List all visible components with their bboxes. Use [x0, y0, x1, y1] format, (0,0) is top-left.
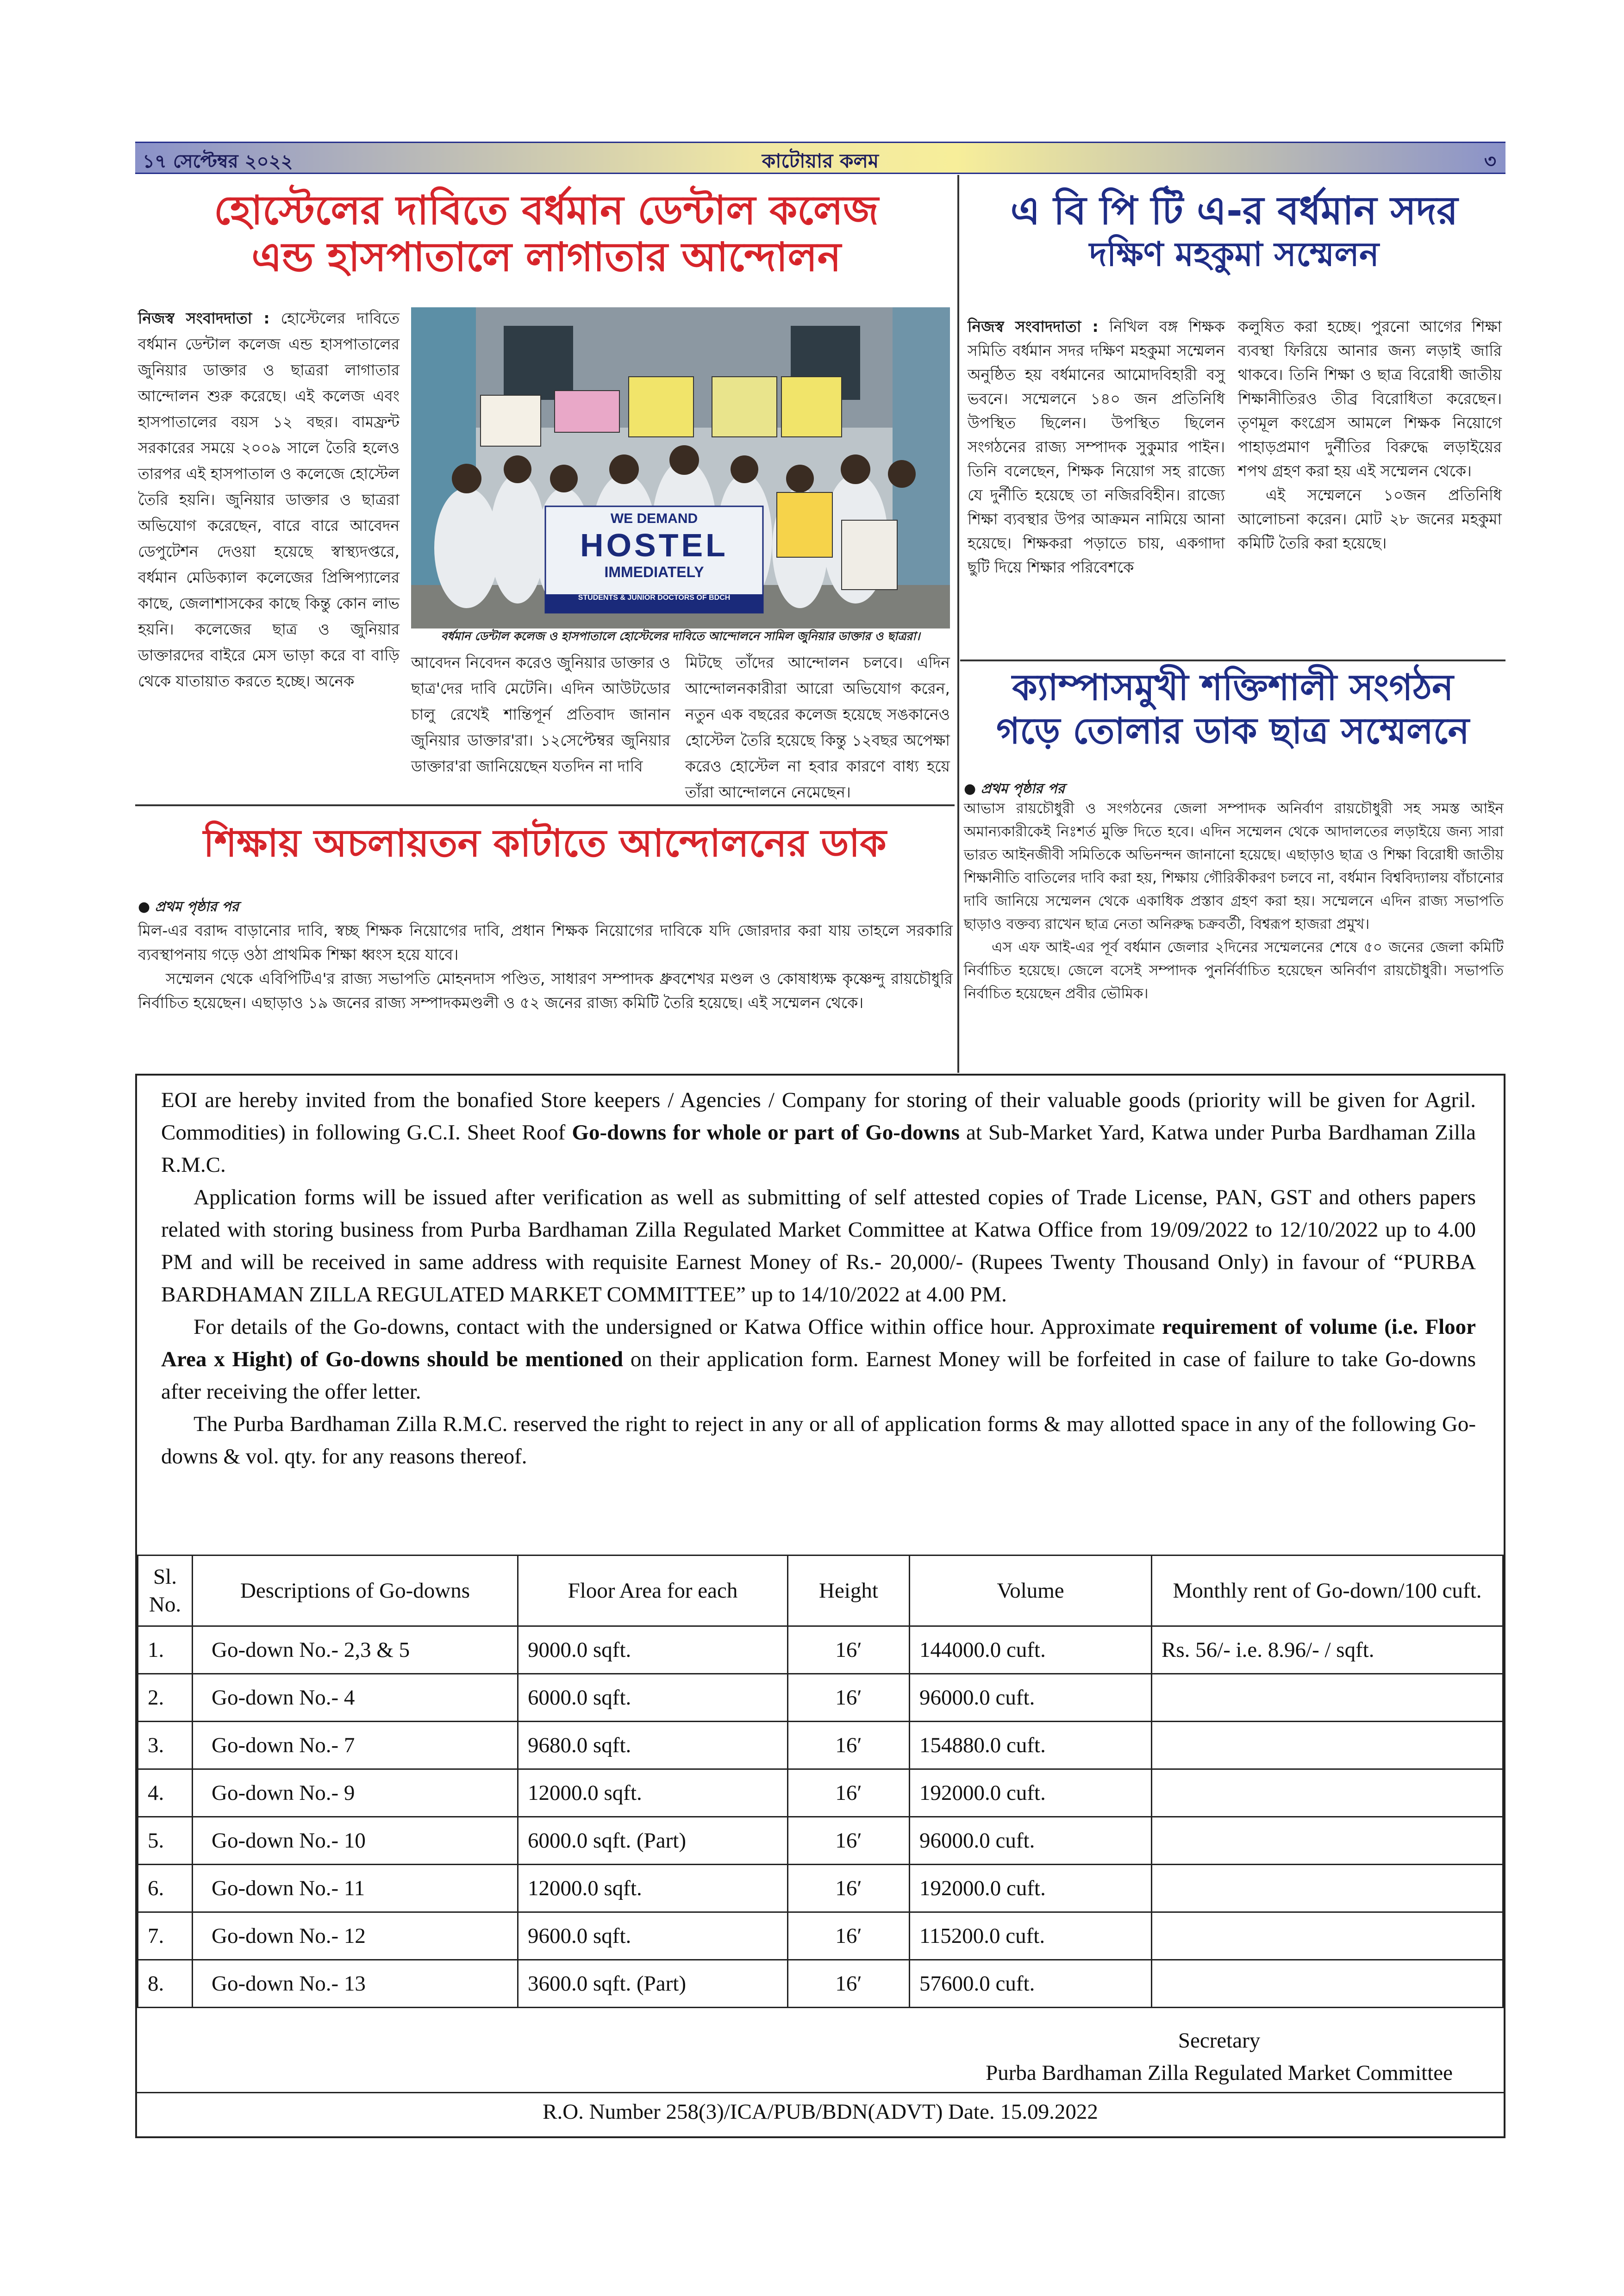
- table-header-row: [138, 1556, 1503, 1626]
- campus-headline-line2: গড়ে তোলার ডাক ছাত্র সম্মেলনে: [996, 710, 1469, 752]
- cell-height: 16′: [788, 1626, 910, 1674]
- hostel-col2-text: আবেদন নিবেদন করেও জুনিয়ার ডাক্তার ও ছাত্র'দের দাবি মেটেনি। এদিন আউটডোর চালু রেখেই শান্তিপূর্ন প্রতিবাদ জানান জুনিয়ার ডাক্তার'রা। ১২সেপ্টেম্বর জুনিয়ার ডাক্তার'রা জানিয়েছেন যতদিন না দাবি: [411, 653, 670, 775]
- advert-para-1: [161, 1084, 1476, 1181]
- cell-height: 16′: [788, 1674, 910, 1722]
- divider-line: [137, 2092, 1504, 2093]
- abpta-byline: নিজস্ব সংবাদদাতা :: [968, 317, 1099, 336]
- cell-sl-no: 4.: [138, 1769, 193, 1817]
- campus-body: [964, 797, 1504, 1005]
- header-volume: Volume: [910, 1556, 1152, 1626]
- banner-text: [545, 511, 763, 602]
- cell-sl-no: 1.: [138, 1626, 193, 1674]
- table-row: [138, 1722, 1503, 1769]
- advert-p3-a: For details of the Go-downs, contact with the undersigned or Katwa Office within office hour. Approximate: [194, 1315, 1162, 1339]
- cell-volume: 192000.0 cuft.: [910, 1865, 1152, 1912]
- hostel-column-3: [685, 650, 950, 805]
- cell-description: Go-down No.- 12: [193, 1912, 518, 1960]
- advert-p1-b: at Sub-Market Yard, Katwa under Purba Bardhaman Zilla R.M.C.: [161, 1120, 1476, 1177]
- campus-continued: ● প্রথম পৃষ্ঠার পর: [964, 781, 1065, 797]
- cell-monthly-rent: Rs. 56/- i.e. 8.96/- / sqft.: [1152, 1626, 1503, 1674]
- cell-description: Go-down No.- 10: [193, 1817, 518, 1865]
- header-sl-no: Sl. No.: [138, 1556, 193, 1626]
- photo-caption: বর্ধমান ডেন্টাল কলেজ ও হাসপাতালে হোস্টেলের দাবিতে আন্দোলনে সামিল জুনিয়ার ডাক্তার ও ছাত্ররা।: [411, 628, 950, 644]
- shiksha-para-1: মিল-এর বরাদ্দ বাড়ানোর দাবি, স্বচ্ছ শিক্ষক নিয়োগের দাবি, প্রধান শিক্ষক নিয়োগের দাবিকে যদি জোরদার করা যায় তাহলে সরকারি ব্যবস্থাপনায় গড়ে ওঠা প্রাথমিক শিক্ষা ধ্বংস হয়ে যাবে।: [138, 921, 953, 964]
- table-row: [138, 1674, 1503, 1722]
- campus-para-1: আভাস রায়চৌধুরী ও সংগঠনের জেলা সম্পাদক অনির্বাণ রায়চৌধুরী সহ সমস্ত আইন অমান্যকারীকেই নিঃশর্ত মুক্তি দিতে হবে। এদিন সম্মেলন থেকে আদালতের লড়াইয়ে জন্য সারা ভারত আইনজীবী সমিতিকে অভিনন্দন জানানো হয়েছে। এছাড়াও ছাত্র ও শিক্ষা বিরোধী জাতীয় শিক্ষানীতি বাতিলের দাবি করা হয়, শিক্ষায় গৌরিকীকরণ চলবে না, বর্ধমান বিশ্ববিদ্যালয় বাঁচানোর দাবি জানিয়ে সম্মেলন থেকে একাধিক প্রস্তাব গ্রহণ করা হয়। সম্মেলনে এদিন রাজ্য সভাপতি ছাড়াও বক্তব্য রাখেন ছাত্র নেতা অনিরুদ্ধ চক্রবর্তী, বিশ্বরূপ হাজরা প্রমুখ।: [964, 800, 1504, 933]
- advert-text: [161, 1084, 1476, 1473]
- cell-description: Go-down No.- 9: [193, 1769, 518, 1817]
- cell-sl-no: 7.: [138, 1912, 193, 1960]
- table-row: [138, 1865, 1503, 1912]
- header-height: Height: [788, 1556, 910, 1626]
- hostel-headline: [139, 187, 954, 281]
- cell-height: 16′: [788, 1912, 910, 1960]
- campus-headline-line1: ক্যাম্পাসমুখী শক্তিশালী সংগঠন: [1012, 667, 1454, 709]
- newspaper-name: কাটোয়ার কলম: [762, 149, 879, 172]
- column-divider: [957, 175, 959, 1073]
- header-monthly-rent: Monthly rent of Go-down/100 cuft.: [1152, 1556, 1503, 1626]
- cell-floor-area: 12000.0 sqft.: [518, 1865, 788, 1912]
- advert-para-3: [161, 1311, 1476, 1408]
- cell-floor-area: 9000.0 sqft.: [518, 1626, 788, 1674]
- table-row: [138, 1817, 1503, 1865]
- cell-height: 16′: [788, 1817, 910, 1865]
- abpta-headline: [963, 187, 1505, 274]
- eoi-advertisement: [135, 1074, 1505, 2138]
- cell-volume: 154880.0 cuft.: [910, 1722, 1152, 1769]
- cell-height: 16′: [788, 1769, 910, 1817]
- page-number: ৩: [1484, 151, 1496, 172]
- divider-line: [960, 660, 1505, 661]
- cell-monthly-rent: [1152, 1817, 1503, 1865]
- abpta-column-1: [968, 315, 1225, 579]
- hostel-column-2: [411, 650, 670, 779]
- advert-p1-bold: Go-downs for whole or part of Go-downs: [572, 1120, 960, 1145]
- cell-description: Go-down No.- 2,3 & 5: [193, 1626, 518, 1674]
- cell-volume: 144000.0 cuft.: [910, 1626, 1152, 1674]
- campus-headline: [960, 666, 1505, 753]
- cell-volume: 115200.0 cuft.: [910, 1912, 1152, 1960]
- shiksha-para-2: সম্মেলন থেকে এবিপিটিএ'র রাজ্য সভাপতি মোহনদাস পণ্ডিত, সাধারণ সম্পাদক ধ্রুবশেখর মণ্ডল ও কোষাধ্যক্ষ কৃষ্ণেন্দু রায়চৌধুরি নির্বাচিত হয়েছেন। এছাড়াও ১৯ জনের রাজ্য সম্পাদকমণ্ডলী ও ৫২ জনের রাজ্য কমিটি তৈরি হয়েছে। এই সম্মেলন থেকে।: [138, 970, 953, 1012]
- cell-sl-no: 8.: [138, 1960, 193, 2008]
- cell-sl-no: 5.: [138, 1817, 193, 1865]
- abpta-col2b-text: এই সম্মেলনে ১০জন প্রতিনিধি আলোচনা করেন। মোট ২৮ জনের মহকুমা কমিটি তৈরি করা হয়েছে।: [1238, 486, 1502, 552]
- banner-line-3: IMMEDIATELY: [604, 564, 704, 580]
- cell-floor-area: 6000.0 sqft.: [518, 1674, 788, 1722]
- cell-description: Go-down No.- 13: [193, 1960, 518, 2008]
- protest-photo: [411, 307, 950, 644]
- hostel-col3-text: মিটছে তাঁদের আন্দোলন চলবে। এদিন আন্দোলনকারীরা আরো অভিযোগ করেন, নতুন এক বছরের কলেজ হয়েছে সঙকানেও হোস্টেল তৈরি হয়েছে কিন্তু ১২বছর অপেক্ষা করেও হোস্টেল না হবার কারণে বাধ্য হয়ে তাঁরা আন্দোলনে নেমেছেন।: [685, 653, 950, 801]
- advert-p3-b: on their application form. Earnest Money will be forfeited in case of failure to take Go-downs after receiving the offer letter.: [161, 1347, 1476, 1404]
- cell-volume: 57600.0 cuft.: [910, 1960, 1152, 2008]
- header-description: Descriptions of Go-downs: [193, 1556, 518, 1626]
- cell-monthly-rent: [1152, 1722, 1503, 1769]
- cell-floor-area: 12000.0 sqft.: [518, 1769, 788, 1817]
- cell-monthly-rent: [1152, 1912, 1503, 1960]
- campus-para-2: এস এফ আই-এর পূর্ব বর্ধমান জেলার ২দিনের সম্মেলনের শেষে ৫০ জনের জেলা কমিটি নির্বাচিত হয়েছে। জেলে বসেই সম্পাদক পুনর্নির্বাচিত হয়েছেন অনির্বাণ রায়চৌধুরী। সভাপতি নির্বাচিত হয়েছেন প্রবীর ভৌমিক।: [964, 939, 1504, 1002]
- hostel-headline-line2: এন্ড হাসপাতালে লাগাতার আন্দোলন: [251, 234, 841, 281]
- cell-description: Go-down No.- 7: [193, 1722, 518, 1769]
- hostel-byline: নিজস্ব সংবাদদাতা :: [138, 309, 270, 327]
- cell-height: 16′: [788, 1960, 910, 2008]
- signatory-organisation: Purba Bardhaman Zilla Regulated Market Committee: [986, 2061, 1453, 2085]
- banner-line-2: HOSTEL: [580, 527, 728, 563]
- shiksha-headline: শিক্ষায় অচলায়তন কাটাতে আন্দোলনের ডাক: [203, 821, 887, 865]
- cell-floor-area: 9600.0 sqft.: [518, 1912, 788, 1960]
- godown-table: [137, 1555, 1504, 2008]
- cell-floor-area: 9680.0 sqft.: [518, 1722, 788, 1769]
- page-header-band: [135, 142, 1505, 174]
- hostel-col1-text: হোস্টেলের দাবিতে বর্ধমান ডেন্টাল কলেজ এন্ড হাসপাতালের জুনিয়ার ডাক্তার ও ছাত্ররা লাগাতার আন্দোলন শুরু করেছে। এই কলেজ এবং হাসপাতালের বয়স ১২ বছর। বামফ্রন্ট সরকারের সময়ে ২০০৯ সালে তৈরি হলেও তারপর এই হাসপাতাল ও কলেজে হোস্টেল তৈরি হয়নি। জুনিয়ার ডাক্তার ও ছাত্ররা অভিযোগ করেছেন, বারে বারে আবেদন ডেপুটেশন দেওয়া হয়েছে স্বাস্থ্যদপ্তরে, বর্ধমান মেডিক্যাল কলেজের প্রিন্সিপ্যালের কাছে, জেলাশাসকের কাছে কিন্তু কোন লাভ হয়নি। কলেজের ছাত্র ও জুনিয়ার ডাক্তারদের বাইরে মেস ভাড়া করে বা বাড়ি থেকে যাতায়াত করতে হচ্ছে। অনেক: [138, 309, 400, 690]
- signatory-title: Secretary: [1178, 2028, 1261, 2053]
- signatory-block: [986, 2024, 1453, 2089]
- cell-description: Go-down No.- 4: [193, 1674, 518, 1722]
- abpta-headline-line2: দক্ষিণ মহকুমা সম্মেলন: [1089, 234, 1380, 274]
- table-row: [138, 1912, 1503, 1960]
- cell-monthly-rent: [1152, 1674, 1503, 1722]
- abpta-column-2: [1238, 315, 1502, 555]
- advert-p3-bold: requirement of volume (i.e. Floor Area x Hight) of Go-downs should be mentioned: [161, 1315, 1476, 1371]
- godown-table-body: [138, 1626, 1503, 2008]
- advert-para-2: Application forms will be issued after verification as well as submitting of self attested copies of Trade License, PAN, GST and others papers related with storing business from Purba Bardhaman Zilla Regulated Market Committee at Katwa Office from 19/09/2022 to 12/10/2022 up to 4.00 PM and will be received in same address with requisite Earnest Money of Rs.- 20,000/- (Rupees Twenty Thousand Only) in favour of “PURBA BARDHAMAN ZILLA REGULATED MARKET COMMITTEE” up to 14/10/2022 at 4.00 PM.: [161, 1185, 1476, 1307]
- cell-floor-area: 3600.0 sqft. (Part): [518, 1960, 788, 2008]
- cell-volume: 192000.0 cuft.: [910, 1769, 1152, 1817]
- abpta-col1-text: নিখিল বঙ্গ শিক্ষক সমিতি বর্ধমান সদর দক্ষিণ মহকুমা সম্মেলন অনুষ্ঠিত হয় বর্ধমানের আমোদবিহারী বসু ভবনে। সম্মেলনে ১৪০ জন প্রতিনিধি উপস্থিত ছিলেন। উপস্থিত ছিলেন সংগঠনের রাজ্য সম্পাদক সুকুমার পাইন। তিনি বলেছেন, শিক্ষক নিয়োগ সহ রাজ্যে যে দুর্নীতি হয়েছে তা নজিরবিহীন। রাজ্যে শিক্ষা ব্যবস্থার উপর আক্রমন নামিয়ে আনা হয়েছে। শিক্ষকরা পড়াতে চায়, একগাদা ছুটি দিয়ে শিক্ষার পরিবেশকে: [968, 317, 1225, 576]
- banner-line-1: WE DEMAND: [610, 511, 698, 526]
- cell-sl-no: 2.: [138, 1674, 193, 1722]
- abpta-col2-text: কলুষিত করা হচ্ছে। পুরনো আগের শিক্ষা ব্যবস্থা ফিরিয়ে আনার জন্য লড়াই জারি থাকবে। তিনি শিক্ষা ও ছাত্র বিরোধী জাতীয় শিক্ষানীতিরও তীব্র বিরোধিতা করেছেন। তৃণমূল কংগ্রেস আমলে শিক্ষক নিয়োগে পাহাড়প্রমাণ দুর্নীতির বিরুদ্ধে লড়াইয়ের শপথ গ্রহণ করা হয় এই সম্মেলন থেকে।: [1238, 317, 1502, 480]
- cell-sl-no: 6.: [138, 1865, 193, 1912]
- hostel-column-1: [138, 305, 400, 694]
- table-row: [138, 1769, 1503, 1817]
- advert-p1-a: EOI are hereby invited from the bonafied Store keepers / Agencies / Company for storing of their valuable goods (priority will be given for Agril. Commodities) in following G.C.I. Sheet Roof: [161, 1088, 1476, 1145]
- banner-line-4: STUDENTS & JUNIOR DOCTORS OF BDCH: [578, 594, 731, 602]
- issue-date: ১৭ সেপ্টেম্বর ২০২২: [143, 151, 293, 172]
- cell-monthly-rent: [1152, 1865, 1503, 1912]
- hostel-headline-line1: হোস্টেলের দাবিতে বর্ধমান ডেন্টাল কলেজ: [214, 187, 879, 234]
- cell-monthly-rent: [1152, 1960, 1503, 2008]
- shiksha-body: [138, 919, 953, 1015]
- cell-description: Go-down No.- 11: [193, 1865, 518, 1912]
- cell-height: 16′: [788, 1722, 910, 1769]
- cell-height: 16′: [788, 1865, 910, 1912]
- cell-volume: 96000.0 cuft.: [910, 1817, 1152, 1865]
- cell-sl-no: 3.: [138, 1722, 193, 1769]
- cell-floor-area: 6000.0 sqft. (Part): [518, 1817, 788, 1865]
- abpta-headline-line1: এ বি পি টি এ-র বর্ধমান সদর: [1010, 188, 1458, 233]
- header-floor-area: Floor Area for each: [518, 1556, 788, 1626]
- cell-monthly-rent: [1152, 1769, 1503, 1817]
- advert-para-4: The Purba Bardhaman Zilla R.M.C. reserved the right to reject in any or all of application forms & may allotted space in any of the following Go-downs & vol. qty. for any reasons thereof.: [161, 1412, 1476, 1468]
- shiksha-continued: ● প্রথম পৃষ্ঠার পর: [138, 899, 239, 915]
- divider-line: [135, 804, 955, 806]
- ro-number: R.O. Number 258(3)/ICA/PUB/BDN(ADVT) Date. 15.09.2022: [543, 2100, 1098, 2124]
- table-row: [138, 1626, 1503, 1674]
- table-row: [138, 1960, 1503, 2008]
- cell-volume: 96000.0 cuft.: [910, 1674, 1152, 1722]
